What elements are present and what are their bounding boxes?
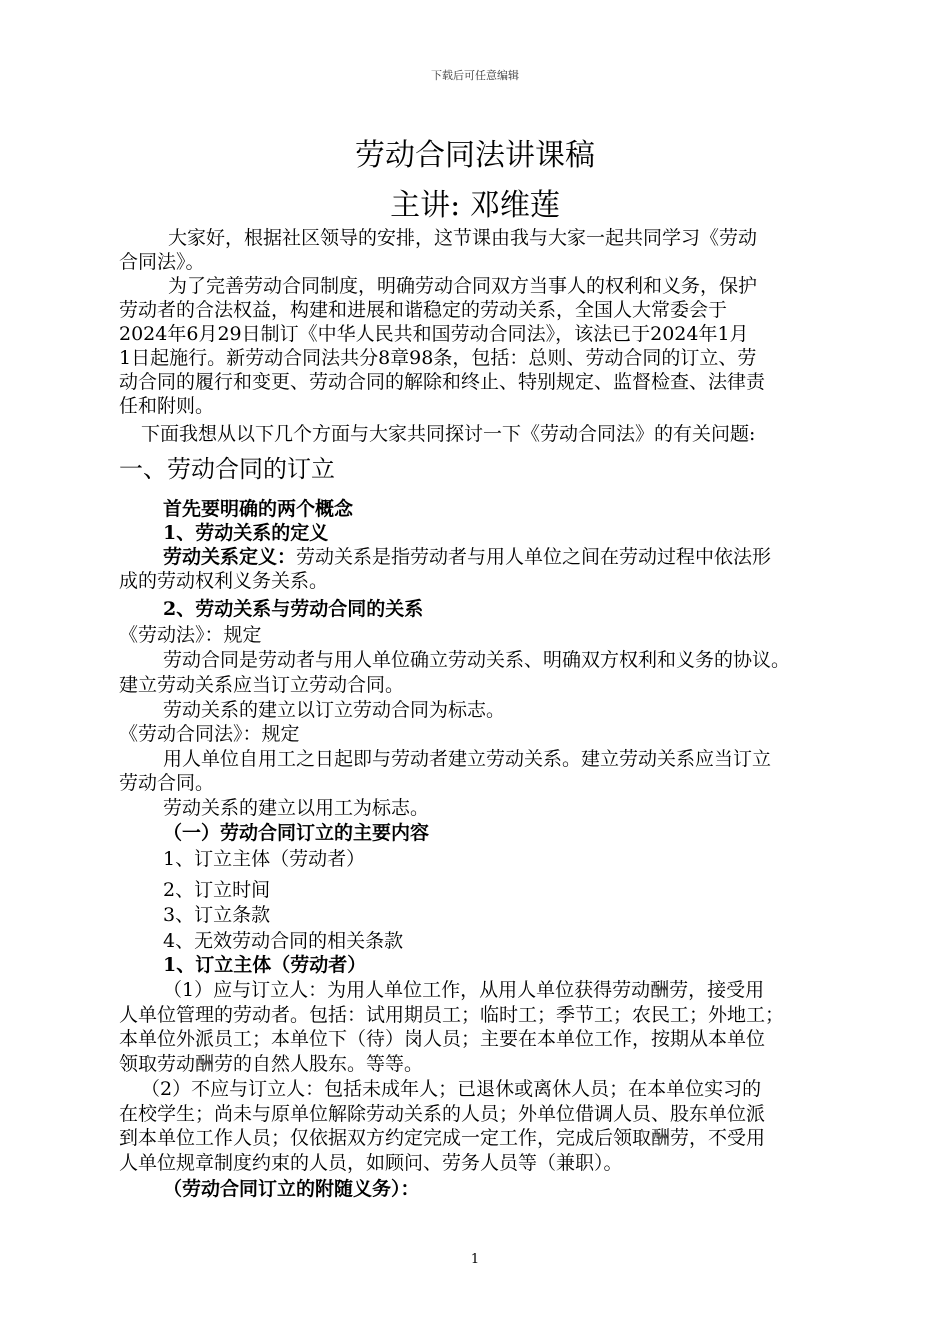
paragraph-line: 在校学生；尚未与原单位解除劳动关系的人员；外单位借调人员、股东单位派 [119,1103,766,1125]
list-item: 1、订立主体（劳动者） [163,848,366,870]
paragraph-line: 大家好，根据社区领导的安排，这节课由我与大家一起共同学习《劳动 [168,227,758,249]
paragraph-line: （2）不应与订立人：包括未成年人；已退休或离休人员；在本单位实习的 [141,1078,762,1100]
paragraph-line: 《劳动法》：规定 [119,624,262,646]
paragraph-line: 动合同的履行和变更、劳动合同的解除和终止、特别规定、监督检查、法律责 [119,371,766,393]
paragraph-line: 劳动关系的建立以订立劳动合同为标志。 [163,699,506,721]
paragraph-line: 下面我想从以下几个方面与大家共同探讨一下《劳动合同法》的有关问题: [141,423,756,445]
paragraph-line: 建立劳动关系应当订立劳动合同。 [119,674,405,696]
paragraph-line: 人单位规章制度约束的人员，如顾问、劳务人员等（兼职）。 [119,1152,623,1174]
section-heading: 一、劳动合同的订立 [119,455,335,483]
paragraph-line: 领取劳动酬劳的自然人股东。等等。 [119,1053,424,1075]
paragraph-line: 用人单位自用工之日起即与劳动者建立劳动关系。建立劳动关系应当订立 [163,748,772,770]
speaker-line: 主讲: 邓维莲 [390,188,560,223]
header-note: 下载后可任意编辑 [431,69,519,82]
paragraph-line: 《劳动合同法》：规定 [119,723,300,745]
paragraph-line: 成的劳动权利义务关系。 [119,570,329,592]
list-item: 2、订立时间 [163,879,271,901]
subheading: 1、劳动关系的定义 [163,522,329,544]
paragraph-line: 本单位外派员工；本单位下（待）岗人员；主要在本单位工作，按期从本单位 [119,1028,766,1050]
page-number: 1 [470,1252,480,1267]
paragraph-line: 劳动合同。 [119,772,215,794]
paragraph-line: 人单位管理的劳动者。包括：试用期员工；临时工；季节工；农民工；外地工； [119,1004,785,1026]
paragraph-line: 合同法》。 [119,251,205,273]
subheading: 首先要明确的两个概念 [163,498,354,520]
subheading: （一）劳动合同订立的主要内容 [163,822,430,844]
definition-line [163,545,771,569]
paragraph-line: 劳动合同是劳动者与用人单位确立劳动关系、明确双方权利和义务的协议。 [163,649,791,671]
definition-text: 劳动关系是指劳动者与用人单位之间在劳动过程中依法形 [296,546,772,568]
paragraph-line: （1）应与订立人：为用人单位工作，从用人单位获得劳动酬劳，接受用 [163,979,765,1001]
subheading: （劳动合同订立的附随义务）： [163,1178,420,1200]
document-title: 劳动合同法讲课稿 [355,138,595,173]
list-item: 3、订立条款 [163,904,271,926]
list-item: 4、无效劳动合同的相关条款 [163,930,404,952]
paragraph-line: 为了完善劳动合同制度，明确劳动合同双方当事人的权利和义务，保护 [168,275,758,297]
definition-term: 劳动关系定义： [163,546,297,568]
subheading: 2、劳动关系与劳动合同的关系 [163,598,424,620]
paragraph-line: 1日起施行。新劳动合同法共分8章98条，包括：总则、劳动合同的订立、劳 [119,347,757,369]
paragraph-line: 2024年6月29日制订《中华人民共和国劳动合同法》，该法已于2024年1月 [119,323,749,345]
paragraph-line: 任和附则。 [119,395,215,417]
paragraph-line: 到本单位工作人员；仅依据双方约定完成一定工作，完成后领取酬劳，不受用 [119,1127,766,1149]
paragraph-line: 劳动者的合法权益，构建和进展和谐稳定的劳动关系，全国人大常委会于 [119,299,728,321]
paragraph-line: 劳动关系的建立以用工为标志。 [163,797,430,819]
subheading: 1、订立主体（劳动者） [163,954,367,976]
